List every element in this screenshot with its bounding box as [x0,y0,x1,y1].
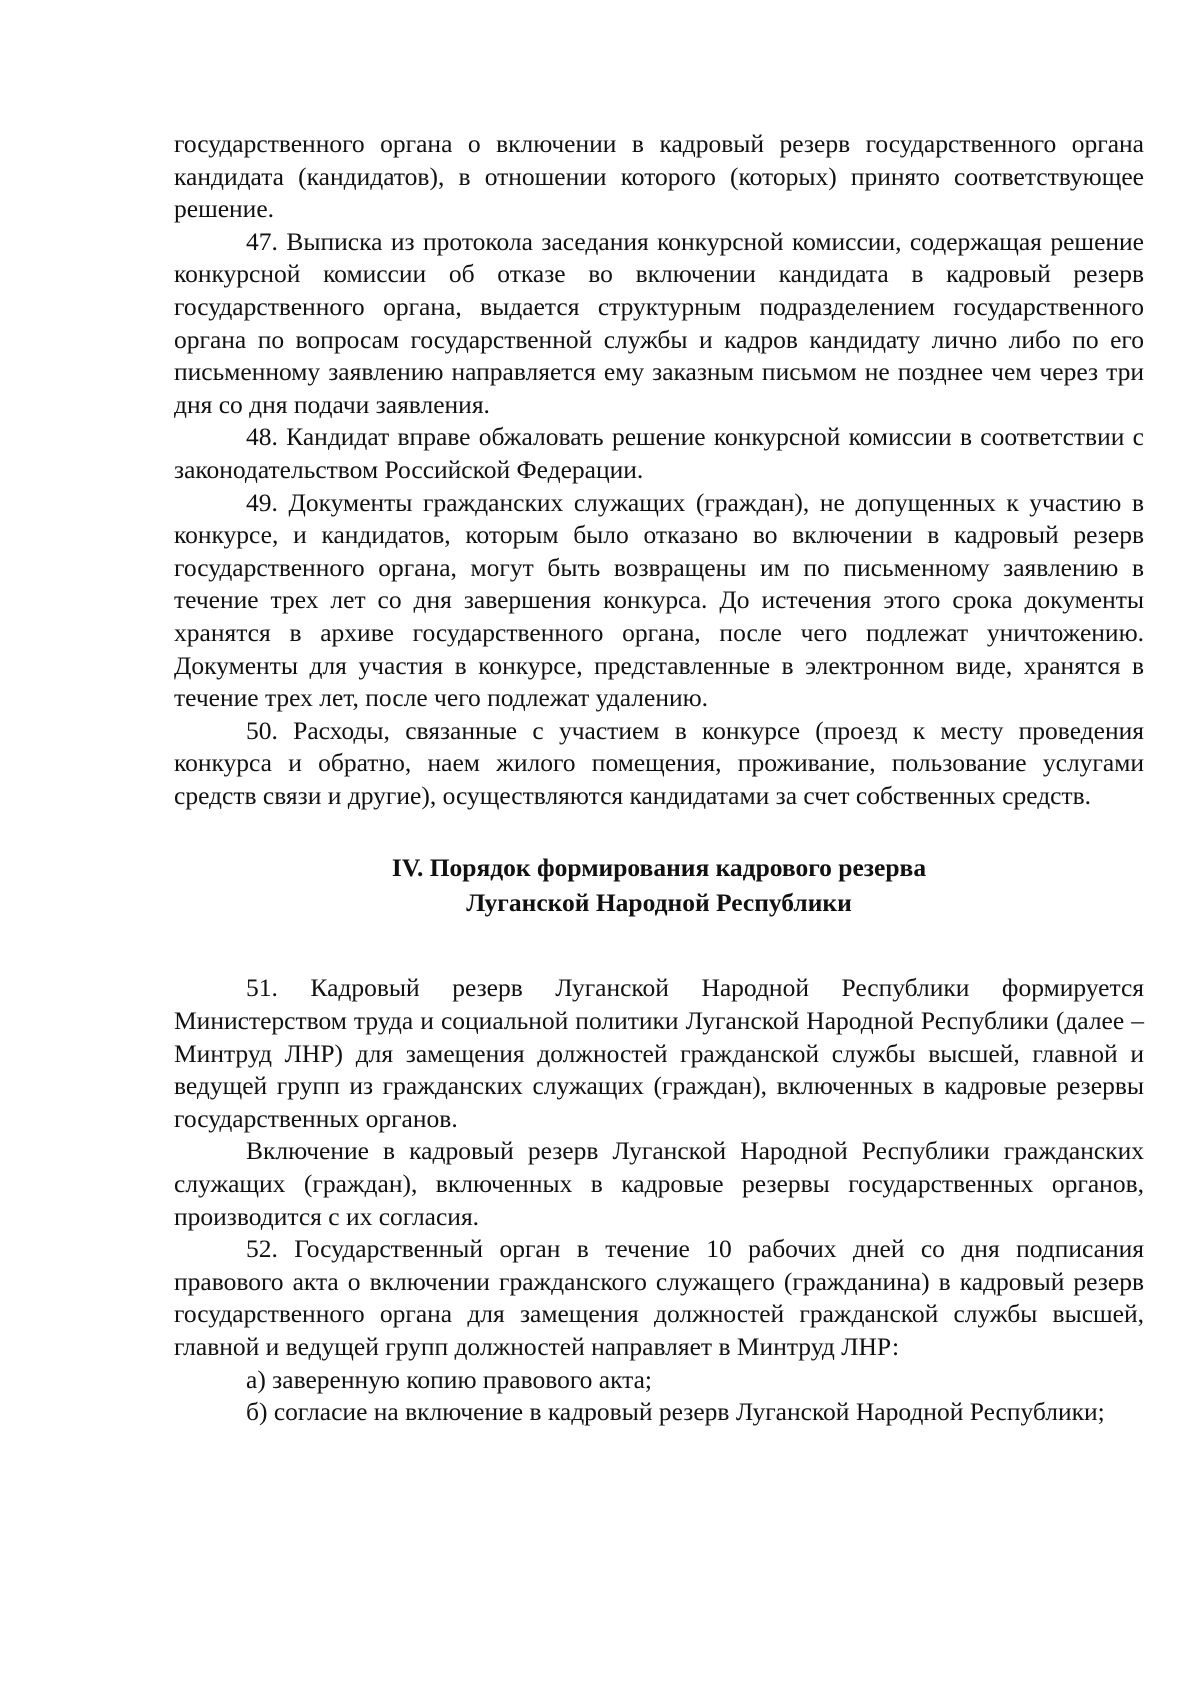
paragraph-continuation: государственного органа о включении в кадровый резерв государственного органа кандидата (кандидатов), в отношении которого (которых) принято соответствующее решение. [174,129,1144,224]
paragraph-51-second: Включение в кадровый резерв Луганской Народной Республики гражданских служащих (граждан), включенных в кадровые резервы государственных органов, производится с их согласия. [174,1136,1144,1231]
paragraph-52-item-b: б) согласие на включение в кадровый резерв Луганской Народной Республики; [246,1397,1105,1427]
section-heading-line-1: IV. Порядок формирования кадрового резерва [391,853,927,883]
paragraph-48: 48. Кандидат вправе обжаловать решение конкурсной комиссии в соответствии с законодательством Российской Федерации. [174,422,1144,484]
paragraph-49: 49. Документы гражданских служащих (граждан), не допущенных к участию в конкурсе, и кандидатов, которым было отказано во включении в кадровый резерв государственного органа, могут быть возвращены им по письменному заявлению в течение трех лет со дня завершения конкурса. До истечения этого срока документы хранятся в архиве государственного органа, после чего подлежат уничтожению. Документы для участия в конкурсе, представленные в электронном виде, хранятся в течение трех лет, после чего подлежат удалению. [174,487,1144,713]
paragraph-52-item-a: а) заверенную копию правового акта; [246,1364,653,1394]
document-body [174,128,1144,1429]
paragraph-50: 50. Расходы, связанные с участием в конкурсе (проезд к месту проведения конкурса и обратно, наем жилого помещения, проживание, пользование услугами средств связи и другие), осуществляются кандидатами за счет собственных средств. [174,715,1144,810]
paragraph-47: 47. Выписка из протокола заседания конкурсной комиссии, содержащая решение конкурсной комиссии об отказе во включении кандидата в кадровый резерв государственного органа, выдается структурным подразделением государственного органа по вопросам государственной службы и кадров кандидату лично либо по его письменному заявлению направляется ему заказным письмом не позднее чем через три дня со дня подачи заявления. [174,226,1144,419]
section-heading [174,850,1144,920]
section-heading-line-2: Луганской Народной Республики [466,888,852,918]
paragraph-52: 52. Государственный орган в течение 10 рабочих дней со дня подписания правового акта о включении гражданского служащего (гражданина) в кадровый резерв государственного органа для замещения должностей гражданской службы высшей, главной и ведущей групп должностей направляет в Минтруд ЛНР: [174,1234,1144,1361]
paragraph-51: 51. Кадровый резерв Луганской Народной Республики формируется Министерством труда и социальной политики Луганской Народной Республики (далее – Минтруд ЛНР) для замещения должностей гражданской службы высшей, главной и ведущей групп из гражданских служащих (граждан), включенных в кадровые резервы государственных органов. [174,973,1144,1133]
